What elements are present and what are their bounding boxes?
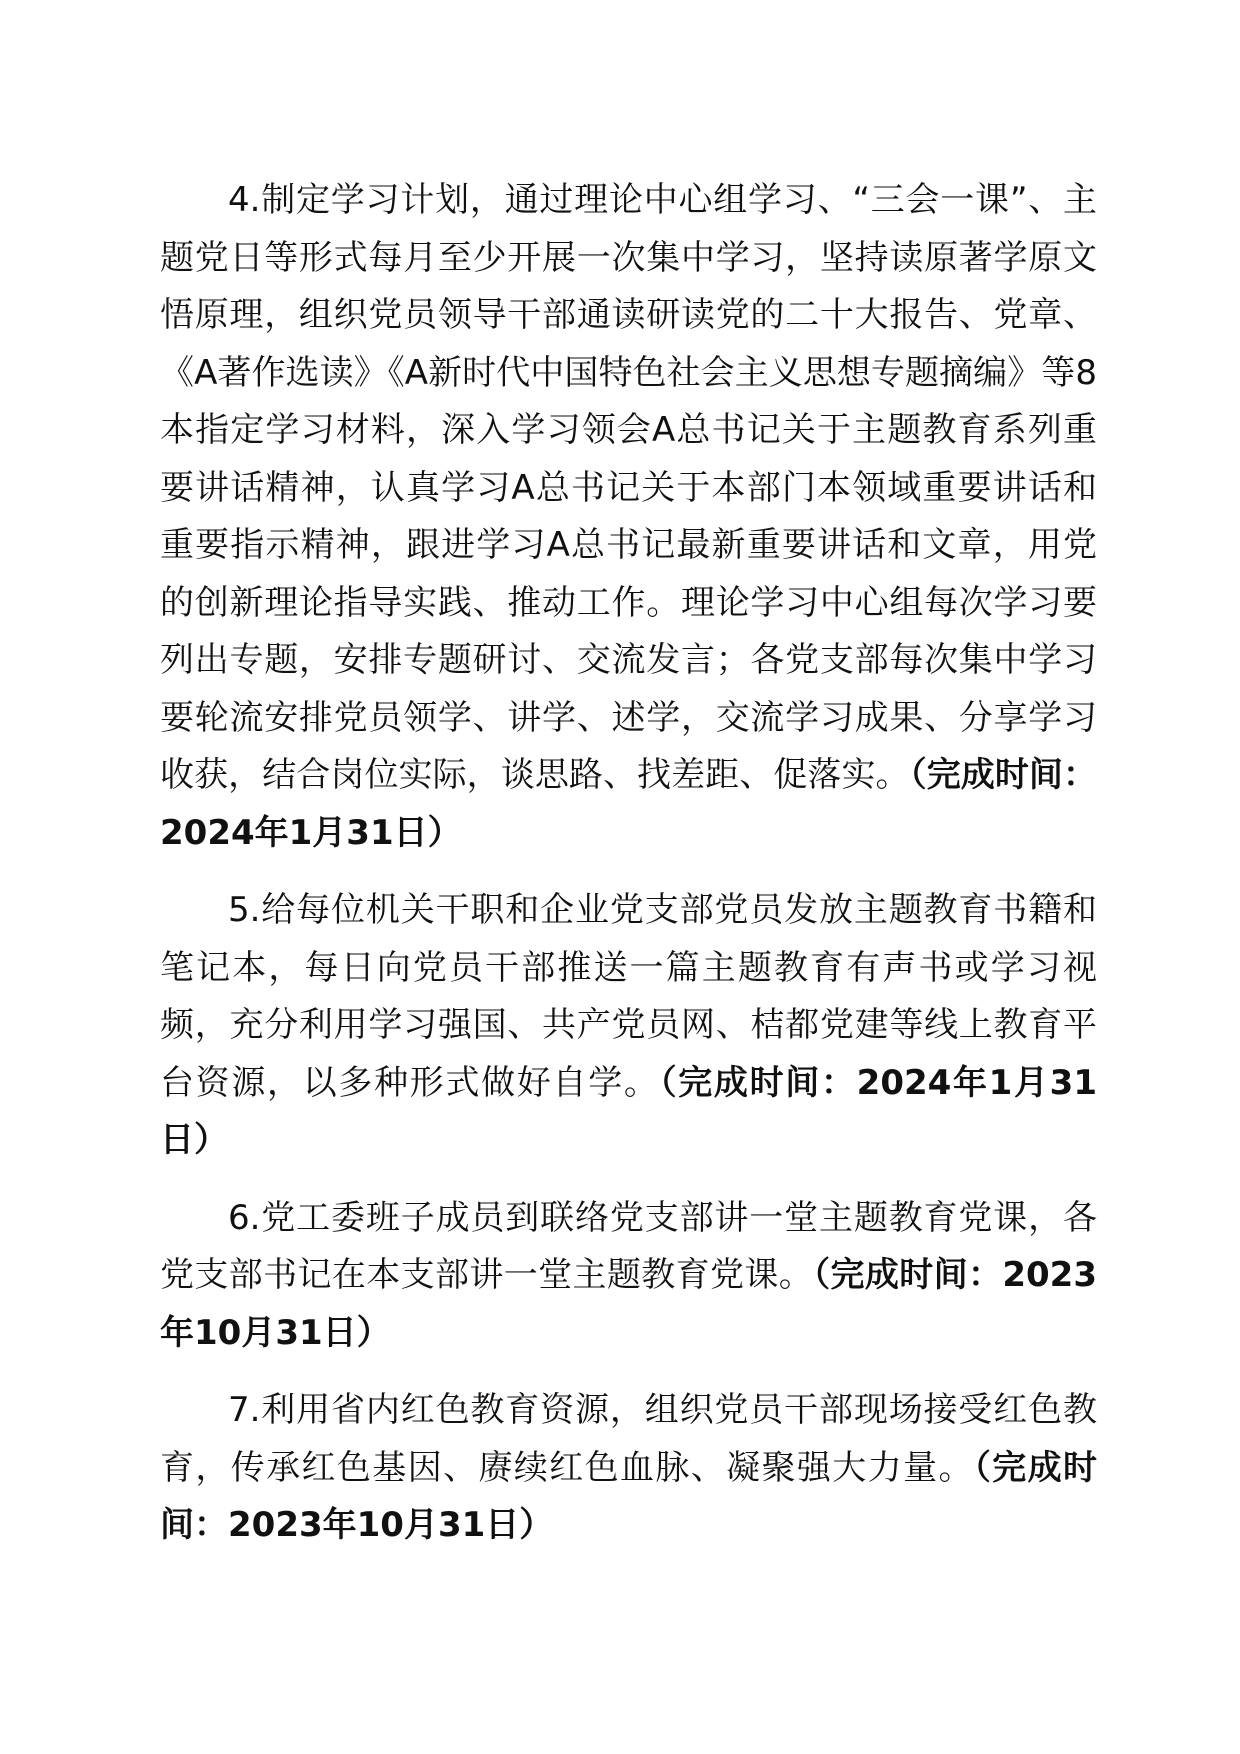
paragraph-text: 5.给每位机关干职和企业党支部党员发放主题教育书籍和笔记本，每日向党员干部推送一篇主题教育有声书或学习视频，充分利用学习强国、共产党员网、桔都党建等线上教育平台资源，以多种形式做好自学。 xyxy=(160,890,1097,1103)
deadline-label: （完成时间：2024年1月31日） xyxy=(160,1062,1097,1160)
deadline-label: （完成时间：2024年1月31日） xyxy=(160,755,1098,853)
deadline-label: （完成时间：2023年10月31日） xyxy=(160,1255,1097,1353)
paragraph-text: 6.党工委班子成员到联络党支部讲一堂主题教育党课，各党支部书记在本支部讲一堂主题教育党课。 xyxy=(160,1197,1097,1295)
paragraph-text: 4.制定学习计划，通过理论中心组学习、“三会一课”、主题党日等形式每月至少开展一次集中学习，坚持读原著学原文悟原理，组织党员领导干部通读研读党的二十大报告、党章、《A著作选读》《A新时代中国特色社会主义思想专题摘编》等8本指定学习材料，深入学习领会A总书记关于主题教育系列重要讲话精神，认真学习A总书记关于本部门本领域重要讲话和重要指示精神，跟进学习A总书记最新重要讲话和文章，用党的创新理论指导实践、推动工作。理论学习中心组每次学习要列出专题，安排专题研讨、交流发言；各党支部每次集中学习要轮流安排党员领学、讲学、述学，交流学习成果、分享学习收获，结合岗位实际，谈思路、找差距、促落实。 xyxy=(160,180,1097,795)
document-page xyxy=(160,172,1097,1575)
paragraph-item-4 xyxy=(160,172,1097,862)
paragraph-text: 7.利用省内红色教育资源，组织党员干部现场接受红色教育，传承红色基因、赓续红色血脉、凝聚强大力量。 xyxy=(160,1390,1097,1488)
paragraph-item-6 xyxy=(160,1190,1097,1363)
deadline-label: （完成时间：2023年10月31日） xyxy=(160,1447,1098,1545)
paragraph-item-7 xyxy=(160,1382,1097,1555)
paragraph-item-5 xyxy=(160,882,1097,1170)
